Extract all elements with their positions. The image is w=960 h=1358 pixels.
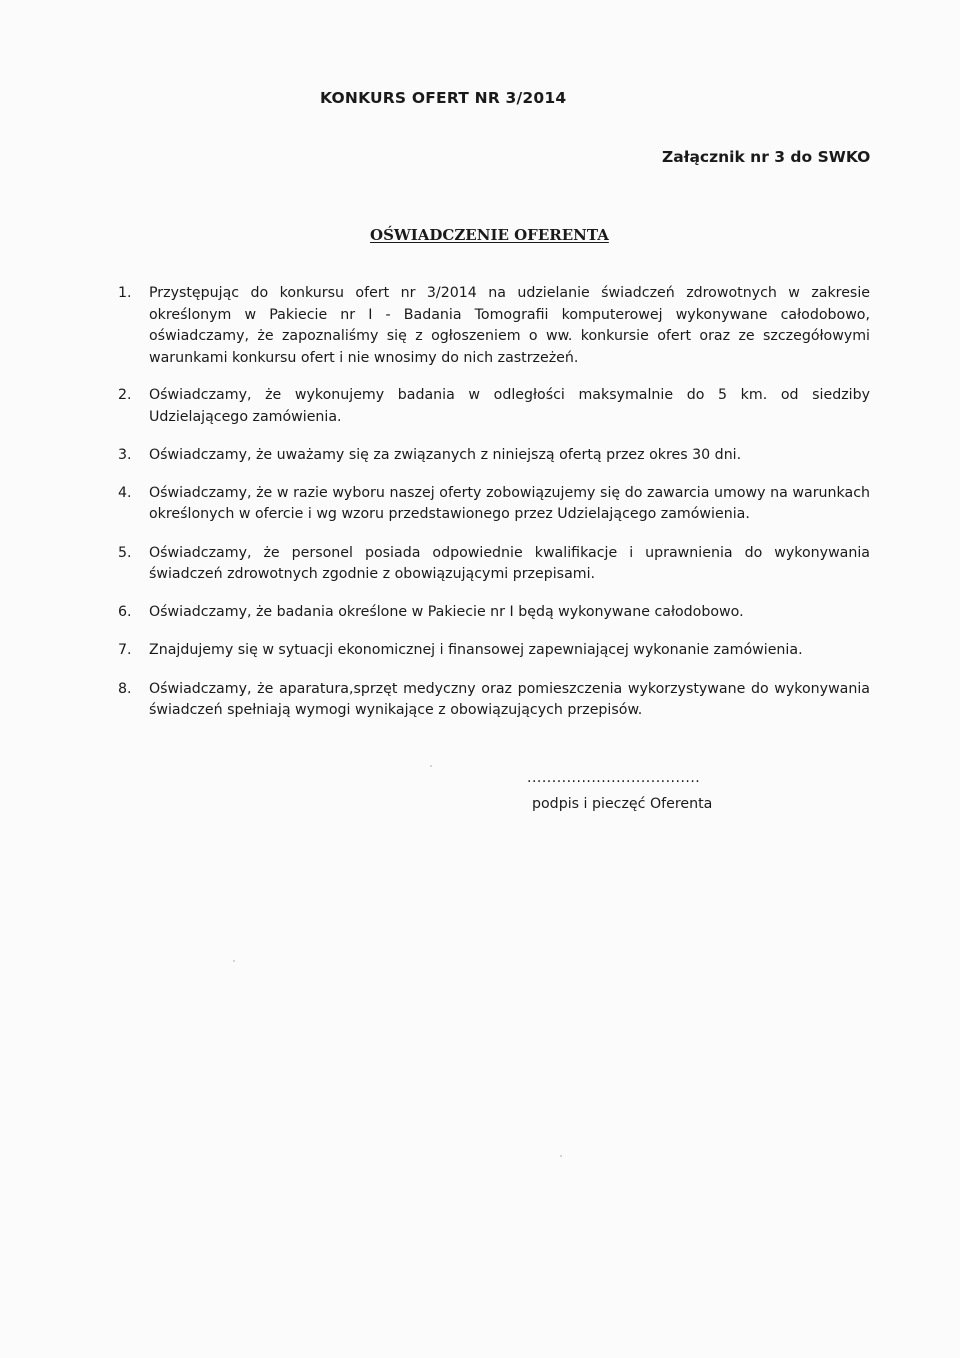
- scan-speck: [233, 960, 235, 962]
- statement-item: [118, 679, 870, 722]
- statement-text: Oświadczamy, że w razie wyboru naszej oferty zobowiązujemy się do zawarcia umowy na warunkach określonych w ofercie i wg wzoru przedstawionego przez Udzielającego zamówienia.: [149, 484, 870, 522]
- scan-speck: [560, 1155, 562, 1157]
- statement-item: [118, 640, 870, 662]
- statement-text: Oświadczamy, że aparatura,sprzęt medyczny oraz pomieszczenia wykorzystywane do wykonywania świadczeń spełniają wymogi wynikające z obowiązujących przepisów.: [149, 680, 870, 718]
- statement-number: 2.: [118, 387, 132, 403]
- signature-label: podpis i pieczęć Oferenta: [532, 796, 713, 812]
- statement-text: Oświadczamy, że badania określone w Pakiecie nr I będą wykonywane całodobowo.: [149, 603, 744, 620]
- statement-number: 6.: [118, 603, 132, 620]
- statement-text: Znajdujemy się w sytuacji ekonomicznej i finansowej zapewniającej wykonanie zamówienia.: [149, 642, 803, 658]
- statement-text: Oświadczamy, że wykonujemy badania w odległości maksymalnie do 5 km. od siedziby Udzielającego zamówienia.: [149, 387, 870, 425]
- statement-item: [118, 283, 870, 369]
- competition-heading: KONKURS OFERT NR 3/2014: [320, 89, 567, 107]
- statement-item: [118, 483, 870, 526]
- statement-item: [118, 445, 870, 467]
- statement-text: Oświadczamy, że personel posiada odpowiednie kwalifikacje i uprawnienia do wykonywania świadczeń zdrowotnych zgodnie z obowiązującymi przepisami.: [149, 544, 870, 582]
- signature-line: ...................................: [527, 770, 701, 786]
- statement-number: 5.: [118, 544, 132, 561]
- annex-label: Załącznik nr 3 do SWKO: [662, 148, 871, 166]
- statement-item: [118, 385, 870, 428]
- statement-text: Oświadczamy, że uważamy się za związanych z niniejszą ofertą przez okres 30 dni.: [149, 447, 742, 463]
- scan-speck: [430, 765, 432, 767]
- statement-number: 1.: [118, 285, 132, 301]
- statements-list: [118, 283, 870, 722]
- statement-number: 8.: [118, 680, 132, 697]
- statement-item: [118, 602, 870, 624]
- statement-number: 3.: [118, 447, 132, 463]
- statement-number: 7.: [118, 642, 132, 658]
- statement-number: 4.: [118, 484, 132, 501]
- statement-item: [118, 543, 870, 586]
- statement-text: Przystępując do konkursu ofert nr 3/2014 na udzielanie świadczeń zdrowotnych w zakresie określonym w Pakiecie nr I - Badania Tomografii komputerowej wykonywane całodobowo, oświadczamy, że zapoznaliśmy się z ogłoszeniem o ww. konkursie ofert oraz ze szczegółowymi warunkami konkursu ofert i nie wnosimy do nich zastrzeżeń.: [149, 285, 870, 366]
- document-title: OŚWIADCZENIE OFERENTA: [370, 226, 609, 244]
